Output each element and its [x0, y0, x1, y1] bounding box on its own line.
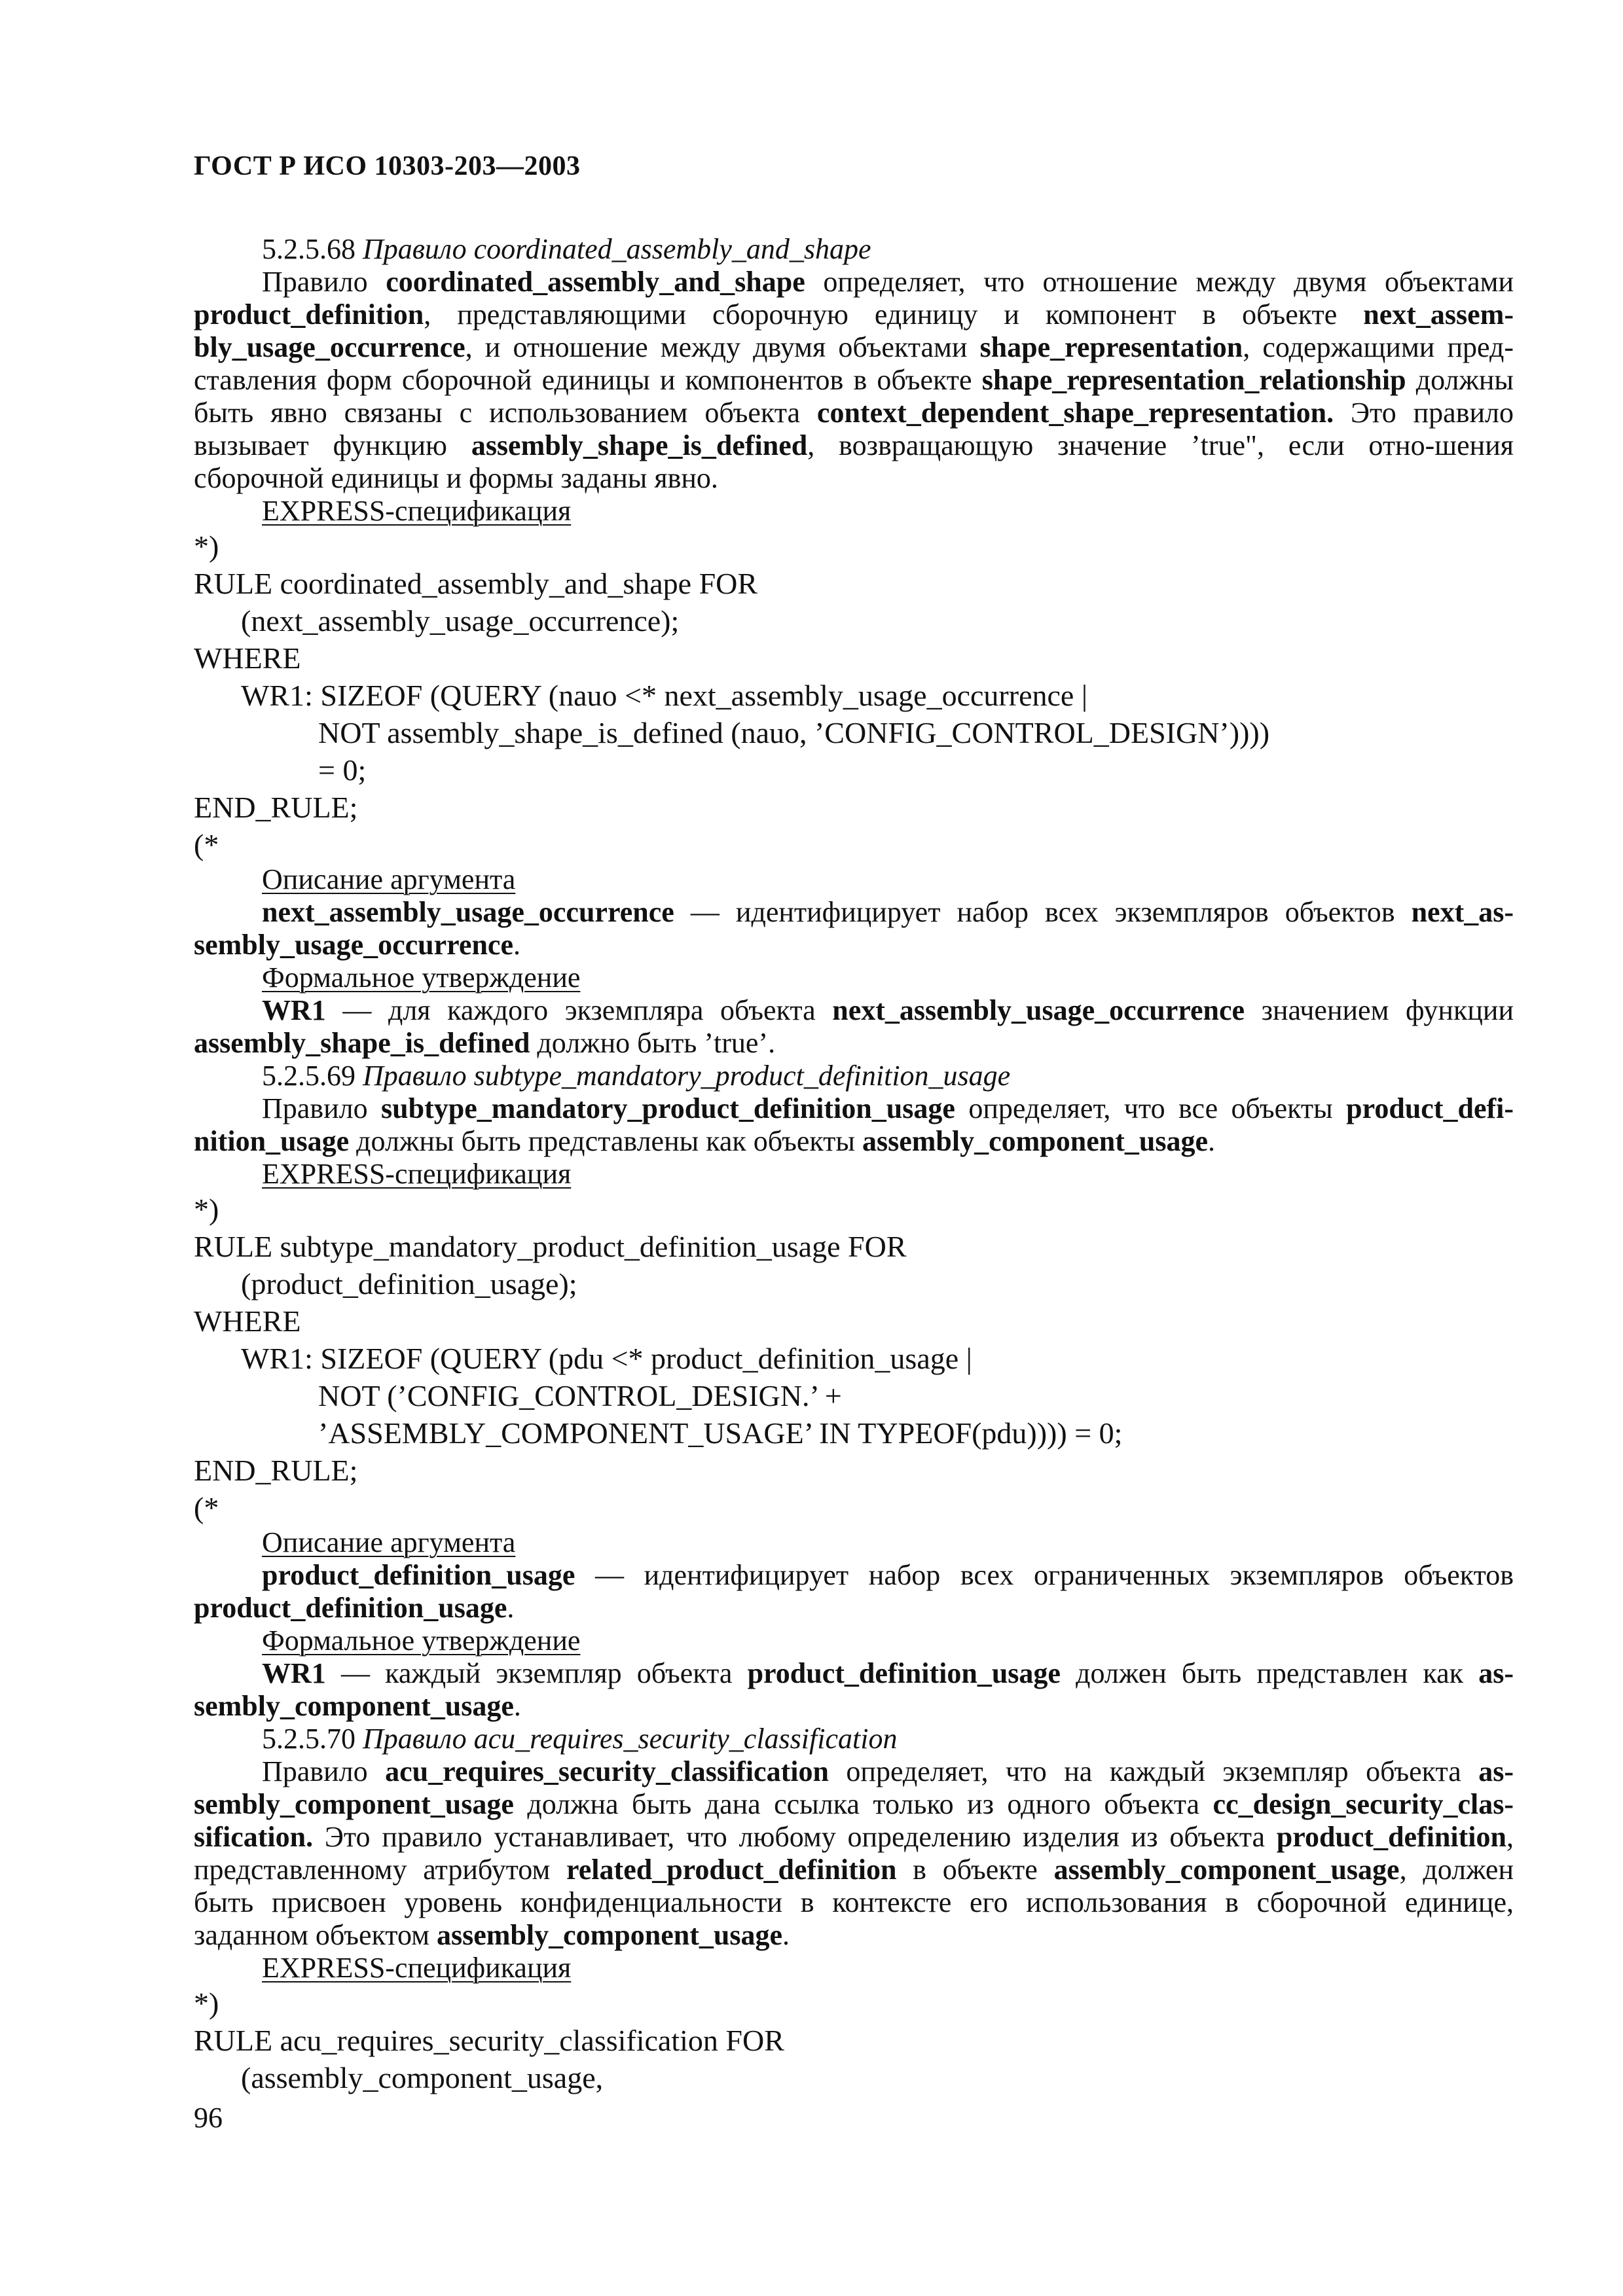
entity-name: assembly_component_usage	[862, 1125, 1208, 1157]
code-line: = 0;	[318, 753, 367, 787]
entity-name: next_assembly_usage_occurrence	[262, 896, 674, 928]
code-line: END_RULE;	[194, 791, 358, 824]
arg-heading	[194, 1526, 1514, 1559]
arg-heading-label: Описание аргумента	[262, 1526, 516, 1558]
code-line: WHERE	[194, 1304, 301, 1338]
section-intro: Правило coordinated_assembly_and_shape определяет, что отношение между двумя объектами product_definition, представляющими сборочную единицу и компонент в объекте next_assem-bly_usage_occurrence, и отношение между двумя объектами shape_representation, содержащими пред-ставления форм сборочной единицы и компонентов в объекте shape_representation_relationship должны быть явно связаны с использованием объекта context_dependent_shape_representation. Это правило вызывает функцию assembly_shape_is_defined, возвращающую значение ’true", если отно-шения сборочной единицы и формы заданы явно.	[194, 266, 1514, 494]
code-line: WR1: SIZEOF (QUERY (pdu <* product_definition_usage |	[241, 1342, 972, 1375]
code-line: NOT assembly_shape_is_defined (nauo, ’CONFIG_CONTROL_DESIGN’))))	[318, 716, 1270, 749]
section-intro: Правило acu_requires_security_classification определяет, что на каждый экземпляр объекта as-sembly_component_usage должна быть дана ссылка только из одного объекта cc_design_security_clas-sification. Это правило устанавливает, что любому определению изделия из объекта product_definition, представленному атрибутом related_product_definition в объекте assembly_component_usage, должен быть присвоен уровень конфиденциальности в контексте его использования в сборочной единице, заданном объектом assembly_component_usage.	[194, 1755, 1514, 1951]
standard-header: ГОСТ Р ИСО 10303-203—2003	[194, 151, 581, 181]
express-heading	[194, 495, 1514, 528]
entity-name: product_definition_usage	[194, 1592, 507, 1624]
formal-heading-label: Формальное утверждение	[262, 961, 581, 994]
entity-name: related_product_definition	[566, 1854, 897, 1886]
section-heading: Правило subtype_mandatory_product_definition_usage	[363, 1060, 1011, 1092]
code-line: (*	[194, 828, 219, 861]
document-body	[194, 233, 1514, 2096]
section-number: 5.2.5.68	[262, 233, 356, 265]
express-heading-label: EXPRESS-спецификация	[262, 495, 572, 527]
entity-name: subtype_mandatory_product_definition_usage	[381, 1092, 955, 1124]
code-line: (product_definition_usage);	[241, 1267, 577, 1300]
code-line: WR1: SIZEOF (QUERY (nauo <* next_assembly_usage_occurrence |	[241, 679, 1088, 712]
formal-heading	[194, 961, 1514, 994]
code-line: RULE coordinated_assembly_and_shape FOR	[194, 567, 758, 600]
entity-name: product_definition_usage	[747, 1657, 1061, 1689]
express-code	[194, 1191, 1514, 1526]
arg-description: next_assembly_usage_occurrence — идентифицирует набор всех экземпляров объектов next_as-sembly_usage_occurrence.	[194, 896, 1514, 961]
code-line: *)	[194, 1986, 219, 2020]
entity-name: coordinated_assembly_and_shape	[386, 266, 805, 298]
entity-name: acu_requires_security_classification	[385, 1755, 829, 1787]
entity-name: product_definition_usage	[262, 1559, 575, 1591]
section-number: 5.2.5.69	[262, 1060, 356, 1092]
entity-name: shape_representation	[979, 331, 1243, 363]
entity-name: next_as-sembly_usage_occurrence	[194, 896, 1514, 961]
section-title	[194, 1060, 1514, 1092]
entity-name: WR1	[262, 994, 326, 1026]
arg-heading	[194, 863, 1514, 896]
code-line: WHERE	[194, 641, 301, 675]
section-heading: Правило coordinated_assembly_and_shape	[363, 233, 871, 265]
entity-name: assembly_component_usage	[436, 1919, 782, 1951]
entity-name: next_assem-bly_usage_occurrence	[194, 298, 1514, 363]
formal-statement: WR1 — каждый экземпляр объекта product_definition_usage должен быть представлен как as-sembly_component_usage.	[194, 1657, 1514, 1722]
page-number: 96	[194, 2102, 223, 2134]
express-heading-label: EXPRESS-спецификация	[262, 1952, 572, 1984]
entity-name: product_defi-nition_usage	[194, 1092, 1514, 1157]
entity-name: product_definition	[194, 298, 424, 331]
entity-name: assembly_component_usage	[1053, 1854, 1400, 1886]
entity-name: as-sembly_component_usage	[194, 1657, 1514, 1722]
arg-description: product_definition_usage — идентифицирует набор всех ограниченных экземпляров объектов product_definition_usage.	[194, 1559, 1514, 1624]
entity-name: product_definition	[1276, 1821, 1506, 1853]
arg-heading-label: Описание аргумента	[262, 863, 516, 895]
code-line: *)	[194, 529, 219, 563]
section-title	[194, 233, 1514, 266]
entity-name: next_assembly_usage_occurrence	[832, 994, 1245, 1026]
section-number: 5.2.5.70	[262, 1723, 356, 1755]
section-title	[194, 1723, 1514, 1755]
formal-statement: WR1 — для каждого экземпляра объекта next_assembly_usage_occurrence значением функции assembly_shape_is_defined должно быть ’true’.	[194, 994, 1514, 1059]
entity-name: context_dependent_shape_representation.	[816, 397, 1334, 429]
entity-name: WR1	[262, 1657, 326, 1689]
express-code	[194, 1984, 1514, 2096]
code-line: (*	[194, 1491, 219, 1524]
express-heading	[194, 1952, 1514, 1984]
formal-heading	[194, 1624, 1514, 1657]
formal-heading-label: Формальное утверждение	[262, 1624, 581, 1657]
code-line: *)	[194, 1193, 219, 1226]
express-code	[194, 528, 1514, 863]
entity-name: assembly_shape_is_defined	[471, 429, 808, 461]
code-line: (assembly_component_usage,	[241, 2061, 604, 2094]
express-heading	[194, 1158, 1514, 1191]
code-line: NOT (’CONFIG_CONTROL_DESIGN.’ +	[318, 1379, 842, 1412]
entity-name: cc_design_security_clas-sification.	[194, 1788, 1514, 1853]
entity-name: as-sembly_component_usage	[194, 1755, 1514, 1820]
code-line: ’ASSEMBLY_COMPONENT_USAGE’ IN TYPEOF(pdu)))) = 0;	[318, 1416, 1123, 1450]
code-line: RULE acu_requires_security_classification FOR	[194, 2024, 784, 2057]
entity-name: assembly_shape_is_defined	[194, 1027, 530, 1059]
code-line: END_RULE;	[194, 1454, 358, 1487]
entity-name: shape_representation_relationship	[981, 364, 1406, 396]
section-intro: Правило subtype_mandatory_product_definition_usage определяет, что все объекты product_defi-nition_usage должны быть представлены как объекты assembly_component_usage.	[194, 1092, 1514, 1157]
section-heading: Правило acu_requires_security_classification	[363, 1723, 898, 1755]
code-line: RULE subtype_mandatory_product_definition_usage FOR	[194, 1230, 907, 1263]
express-heading-label: EXPRESS-спецификация	[262, 1158, 572, 1190]
code-line: (next_assembly_usage_occurrence);	[241, 604, 680, 637]
